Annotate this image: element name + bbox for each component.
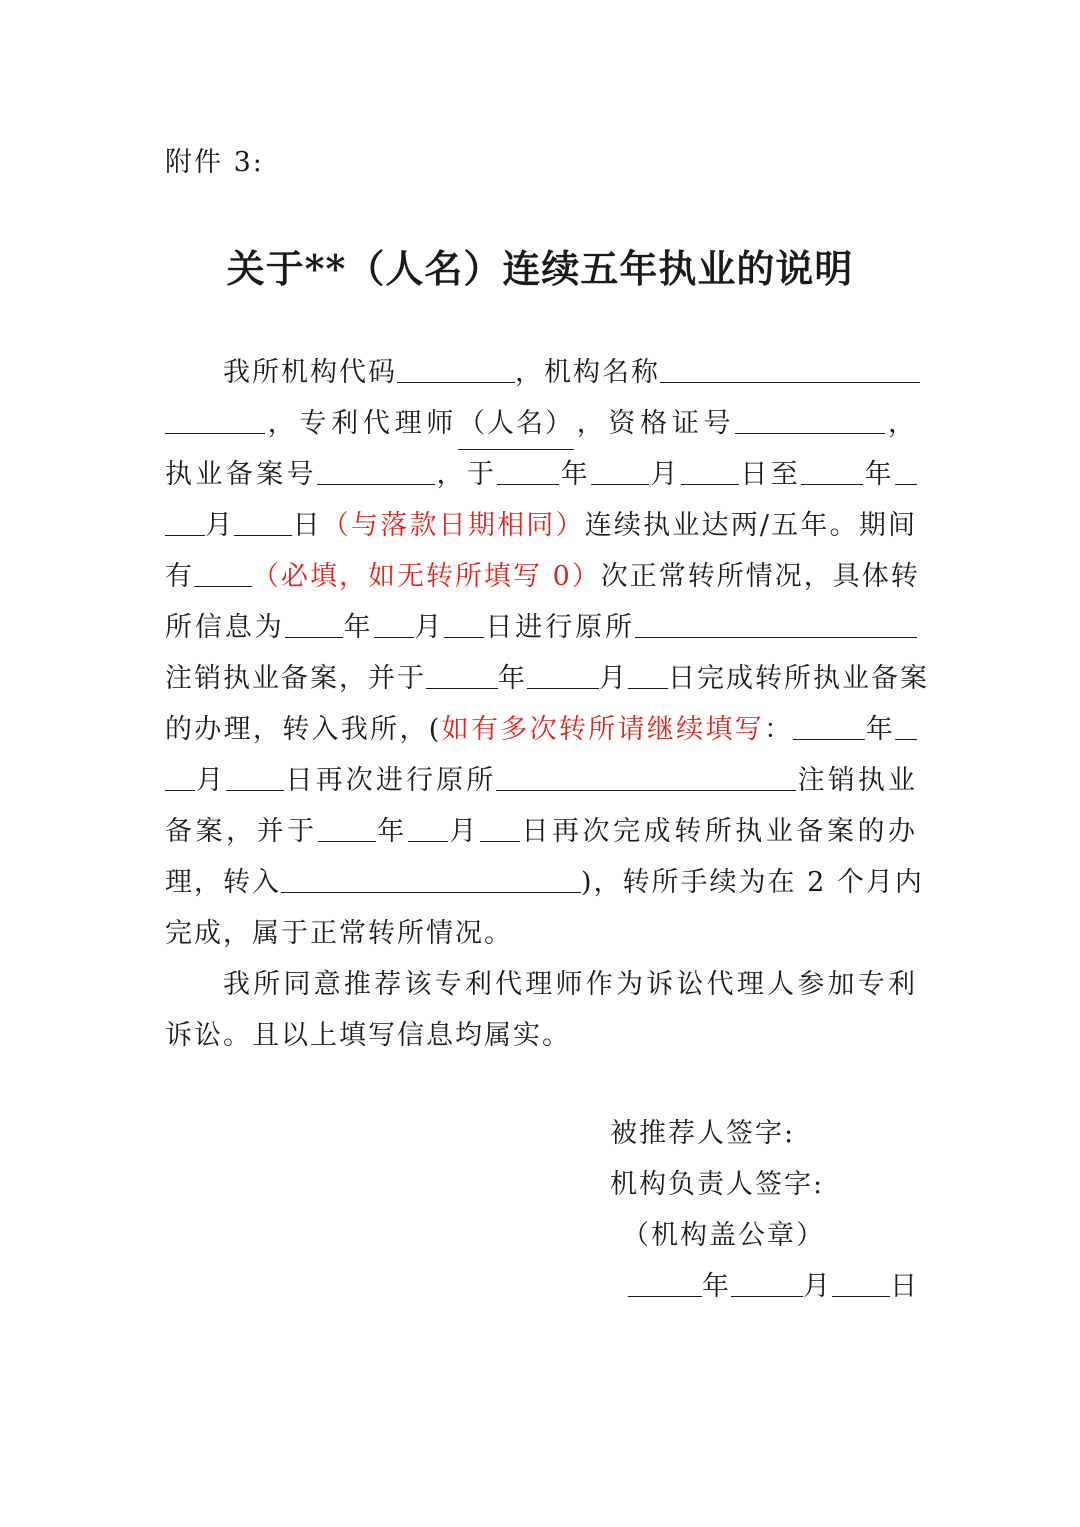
text-segment: 日再次完成转所执业备案的办: [519, 816, 918, 847]
text-segment: 注销执业备案，并于: [165, 663, 426, 694]
second-complete-day-blank[interactable]: [480, 811, 520, 842]
second-transfer-year-blank[interactable]: [793, 709, 865, 740]
org-name-blank-cont[interactable]: [165, 403, 265, 434]
transfer-day-blank[interactable]: [444, 607, 484, 638]
text-segment: 月: [803, 1271, 832, 1302]
red-note: （与落款日期相同）: [321, 510, 585, 541]
transfer-count-blank[interactable]: [194, 556, 252, 587]
end-year-blank[interactable]: [801, 454, 863, 485]
text-segment: 注销执业: [796, 765, 918, 796]
org-code-blank[interactable]: [397, 352, 515, 383]
text-segment: 诉讼。且以上填写信息均属实。: [165, 1020, 571, 1051]
end-month-blank[interactable]: [895, 454, 917, 485]
body-line: [165, 1010, 917, 1061]
body-line: [165, 500, 917, 551]
transfer-year-blank[interactable]: [285, 607, 343, 638]
text-segment: 我所机构代码: [223, 357, 397, 388]
complete-month-blank[interactable]: [527, 658, 599, 689]
text-segment: 月: [195, 765, 227, 796]
text-segment: ，: [885, 408, 918, 439]
body-line: [165, 653, 929, 704]
text-segment: 日: [292, 510, 322, 541]
text-segment: 年: [863, 459, 896, 490]
text-segment: 完成，属于正常转所情况。: [165, 918, 513, 949]
signature-date: [610, 1261, 919, 1312]
text-segment: 月: [599, 663, 628, 694]
text-segment: 日至: [738, 459, 802, 490]
sign-day-blank[interactable]: [832, 1266, 890, 1297]
body-line: [165, 398, 917, 449]
text-segment: 年: [375, 816, 408, 847]
text-segment: 理，转入: [165, 867, 281, 898]
second-previous-firm-blank[interactable]: [496, 760, 796, 791]
complete-day-blank[interactable]: [628, 658, 668, 689]
text-segment: 备案，并于: [165, 816, 318, 847]
text-segment: ，于: [435, 459, 498, 490]
text-segment: 月: [649, 459, 681, 490]
filing-number-blank[interactable]: [317, 454, 435, 485]
text-segment: 执业备案号: [165, 459, 318, 490]
text-segment: 所信息为: [165, 612, 285, 643]
text-segment: 年: [559, 459, 592, 490]
text-segment: 日: [890, 1271, 919, 1302]
second-complete-month-blank[interactable]: [408, 811, 448, 842]
sign-month-blank[interactable]: [731, 1266, 803, 1297]
body-line: [165, 704, 917, 755]
body-line: [165, 857, 924, 908]
text-segment: 的办理，转入我所，(: [165, 714, 442, 745]
second-complete-year-blank[interactable]: [318, 811, 376, 842]
body-paragraphs: [165, 347, 929, 1061]
red-note: 如有多次转所请继续填写: [441, 714, 765, 745]
agent-name-field[interactable]: （人名）: [458, 398, 574, 450]
body-line: [165, 449, 917, 500]
start-month-blank[interactable]: [591, 454, 649, 485]
text-segment: 年: [498, 663, 527, 694]
attachment-label: 附件 3:: [165, 147, 264, 178]
second-transfer-day-blank[interactable]: [226, 760, 284, 791]
qualification-number-blank[interactable]: [735, 403, 885, 434]
body-line: [165, 806, 917, 857]
recommended-person-signature-label: 被推荐人签字:: [610, 1118, 796, 1149]
body-line: [165, 908, 917, 959]
start-year-blank[interactable]: [497, 454, 559, 485]
end-day-blank[interactable]: [234, 505, 292, 536]
document-title: 关于**（人名）连续五年执业的说明: [226, 246, 854, 291]
text-segment: 年: [342, 612, 374, 643]
text-segment: 月: [447, 816, 480, 847]
text-segment: ：: [764, 714, 794, 745]
signature-block: [610, 1108, 919, 1312]
sign-year-blank[interactable]: [628, 1266, 702, 1297]
text-segment: 日再次进行原所: [284, 765, 497, 796]
body-line: [165, 602, 917, 653]
text-segment: 有: [165, 561, 194, 592]
body-line: [165, 755, 917, 806]
text-segment: 月: [205, 510, 235, 541]
text-segment: 日进行原所: [484, 612, 636, 643]
text-segment: ，资格证号: [574, 408, 736, 439]
text-segment: ，专利代理师: [265, 408, 458, 439]
previous-firm-blank[interactable]: [635, 607, 917, 638]
text-segment: 我所同意推荐该专利代理师作为诉讼代理人参加专利: [223, 969, 917, 1000]
text-segment: )，转所手续为在 2 个月内: [581, 867, 924, 898]
org-seal-label: （机构盖公章）: [622, 1220, 825, 1251]
complete-year-blank[interactable]: [426, 658, 498, 689]
text-segment: 年: [702, 1271, 731, 1302]
text-segment: ，机构名称: [515, 357, 660, 388]
text-segment: 月: [413, 612, 445, 643]
transfer-in-firm-blank[interactable]: [281, 862, 581, 893]
transfer-month-blank[interactable]: [374, 607, 414, 638]
org-head-signature-label: 机构负责人签字:: [610, 1169, 825, 1200]
body-line: [165, 551, 920, 602]
body-line: [165, 347, 917, 398]
org-name-blank[interactable]: [660, 352, 920, 383]
text-segment: 连续执业达两/五年。期间: [584, 510, 918, 541]
second-transfer-month-blank[interactable]: [895, 709, 917, 740]
text-segment: 年: [865, 714, 896, 745]
start-day-blank[interactable]: [681, 454, 739, 485]
body-line: [165, 959, 917, 1010]
end-month-blank-cont[interactable]: [165, 505, 205, 536]
text-segment: 日完成转所执业备案: [668, 663, 929, 694]
second-transfer-month-blank-cont[interactable]: [165, 760, 195, 791]
text-segment: 次正常转所情况，具体转: [600, 561, 920, 592]
red-note: （必填，如无转所填写 0）: [252, 561, 601, 592]
